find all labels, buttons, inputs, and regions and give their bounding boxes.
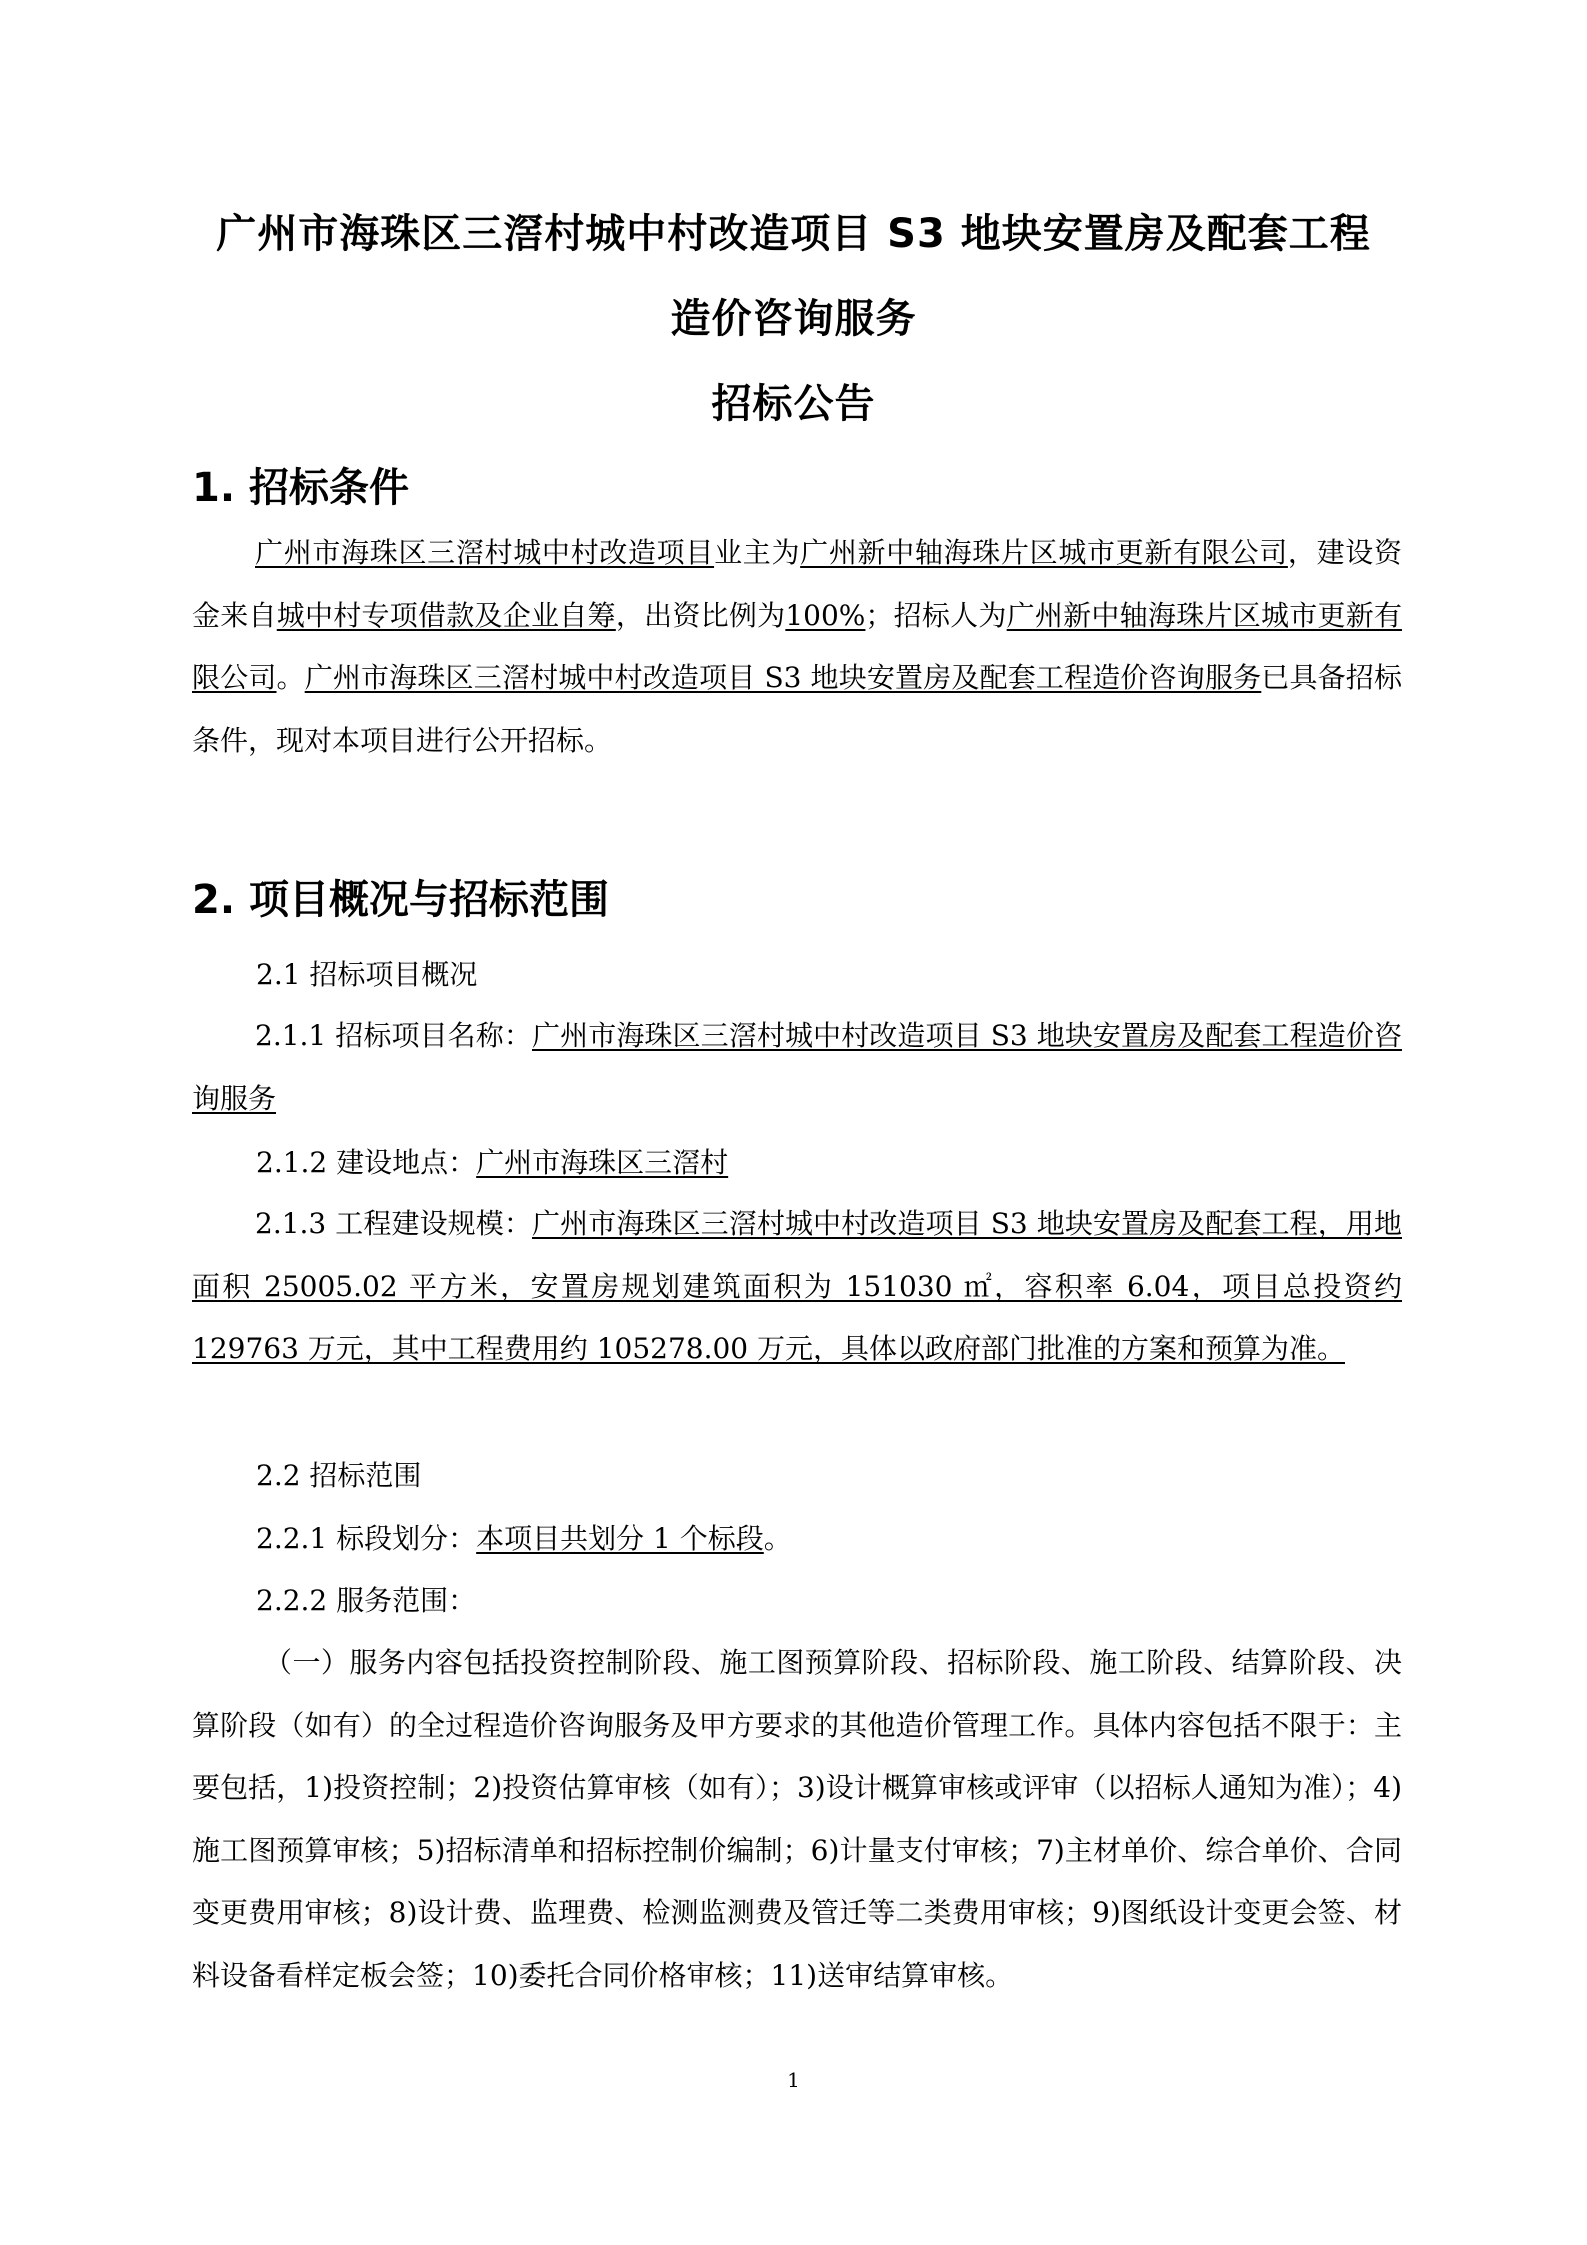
item-2-1-1: 2.1.1 招标项目名称：广州市海珠区三滘村城中村改造项目 S3 地块安置房及配套工程造价咨询服务: [192, 1019, 1402, 1115]
service-scope-paragraph: （一）服务内容包括投资控制阶段、施工图预算阶段、招标阶段、施工阶段、结算阶段、决算阶段（如有）的全过程造价咨询服务及甲方要求的其他造价管理工作。具体内容包括不限于：主要包括，1)投资控制；2)投资估算审核（如有）；3)设计概算审核或评审（以招标人通知为准）；4)施工图预算审核；5)招标清单和招标控制价编制；6)计量支付审核；7)主材单价、综合单价、合同变更费用审核；8)设计费、监理费、检测监测费及管迁等二类费用审核；9)图纸设计变更会签、材料设备看样定板会签；10)委托合同价格审核；11)送审结算审核。: [192, 1646, 1402, 1992]
lot-division-value: 本项目共划分 1 个标段: [476, 1522, 764, 1555]
fund-source: 城中村专项借款及企业自筹: [276, 598, 616, 632]
item-2-1-3: 2.1.3 工程建设规模：广州市海珠区三滘村城中村改造项目 S3 地块安置房及配套工程，用地面积 25005.02 平方米，安置房规划建筑面积为 151030 ㎡，容积率 6.04，项目总投资约 129763 万元，其中工程费用约 105278.00 万元，具体以政府部门批准的方案和预算为准。: [192, 1207, 1402, 1365]
fund-ratio: 100%: [785, 598, 866, 632]
page-number: 1: [787, 2068, 800, 2092]
scale-value: 广州市海珠区三滘村城中村改造项目 S3 地块安置房及配套工程，用地面积 25005.02 平方米，安置房规划建筑面积为 151030 ㎡，容积率 6.04，项目总投资约 129763 万元，其中工程费用约 105278.00 万元，具体以政府部门批准的方案和预算为准。: [192, 1207, 1402, 1365]
subsection-2-1: 2.1 招标项目概况: [256, 958, 478, 991]
owner-name: 广州新中轴海珠片区城市更新有限公司: [800, 536, 1288, 569]
item-2-2-2: 2.2.2 服务范围：: [256, 1584, 477, 1617]
title-line-2: 造价咨询服务: [670, 296, 917, 342]
item-2-2-1: 2.2.1 标段划分：本项目共划分 1 个标段。: [256, 1522, 792, 1555]
section-1-paragraph: 广州市海珠区三滘村城中村改造项目业主为广州新中轴海珠片区城市更新有限公司，建设资金来自城中村专项借款及企业自筹，出资比例为100%；招标人为广州新中轴海珠片区城市更新有限公司。广州市海珠区三滘村城中村改造项目 S3 地块安置房及配套工程造价咨询服务已具备招标条件，现对本项目进行公开招标。: [192, 536, 1402, 757]
project-name-ref: 广州市海珠区三滘村城中村改造项目: [255, 536, 715, 569]
section-1-heading: 1. 招标条件: [192, 465, 409, 511]
title-line-3: 招标公告: [711, 381, 876, 427]
item-2-1-2: 2.1.2 建设地点：广州市海珠区三滘村: [256, 1146, 729, 1179]
subsection-2-2: 2.2 招标范围: [256, 1459, 422, 1492]
title-line-1: 广州市海珠区三滘村城中村改造项目 S3 地块安置房及配套工程: [216, 211, 1371, 257]
bid-project-name-value: 广州市海珠区三滘村城中村改造项目 S3 地块安置房及配套工程造价咨询服务: [192, 1019, 1402, 1115]
tenderer-name: 广州新中轴海珠片区城市更新有限公司: [192, 598, 1402, 694]
section-2-heading: 2. 项目概况与招标范围: [192, 877, 609, 923]
bid-project-name: 广州市海珠区三滘村城中村改造项目 S3 地块安置房及配套工程造价咨询服务: [304, 661, 1262, 694]
location-value: 广州市海珠区三滘村: [476, 1146, 729, 1179]
